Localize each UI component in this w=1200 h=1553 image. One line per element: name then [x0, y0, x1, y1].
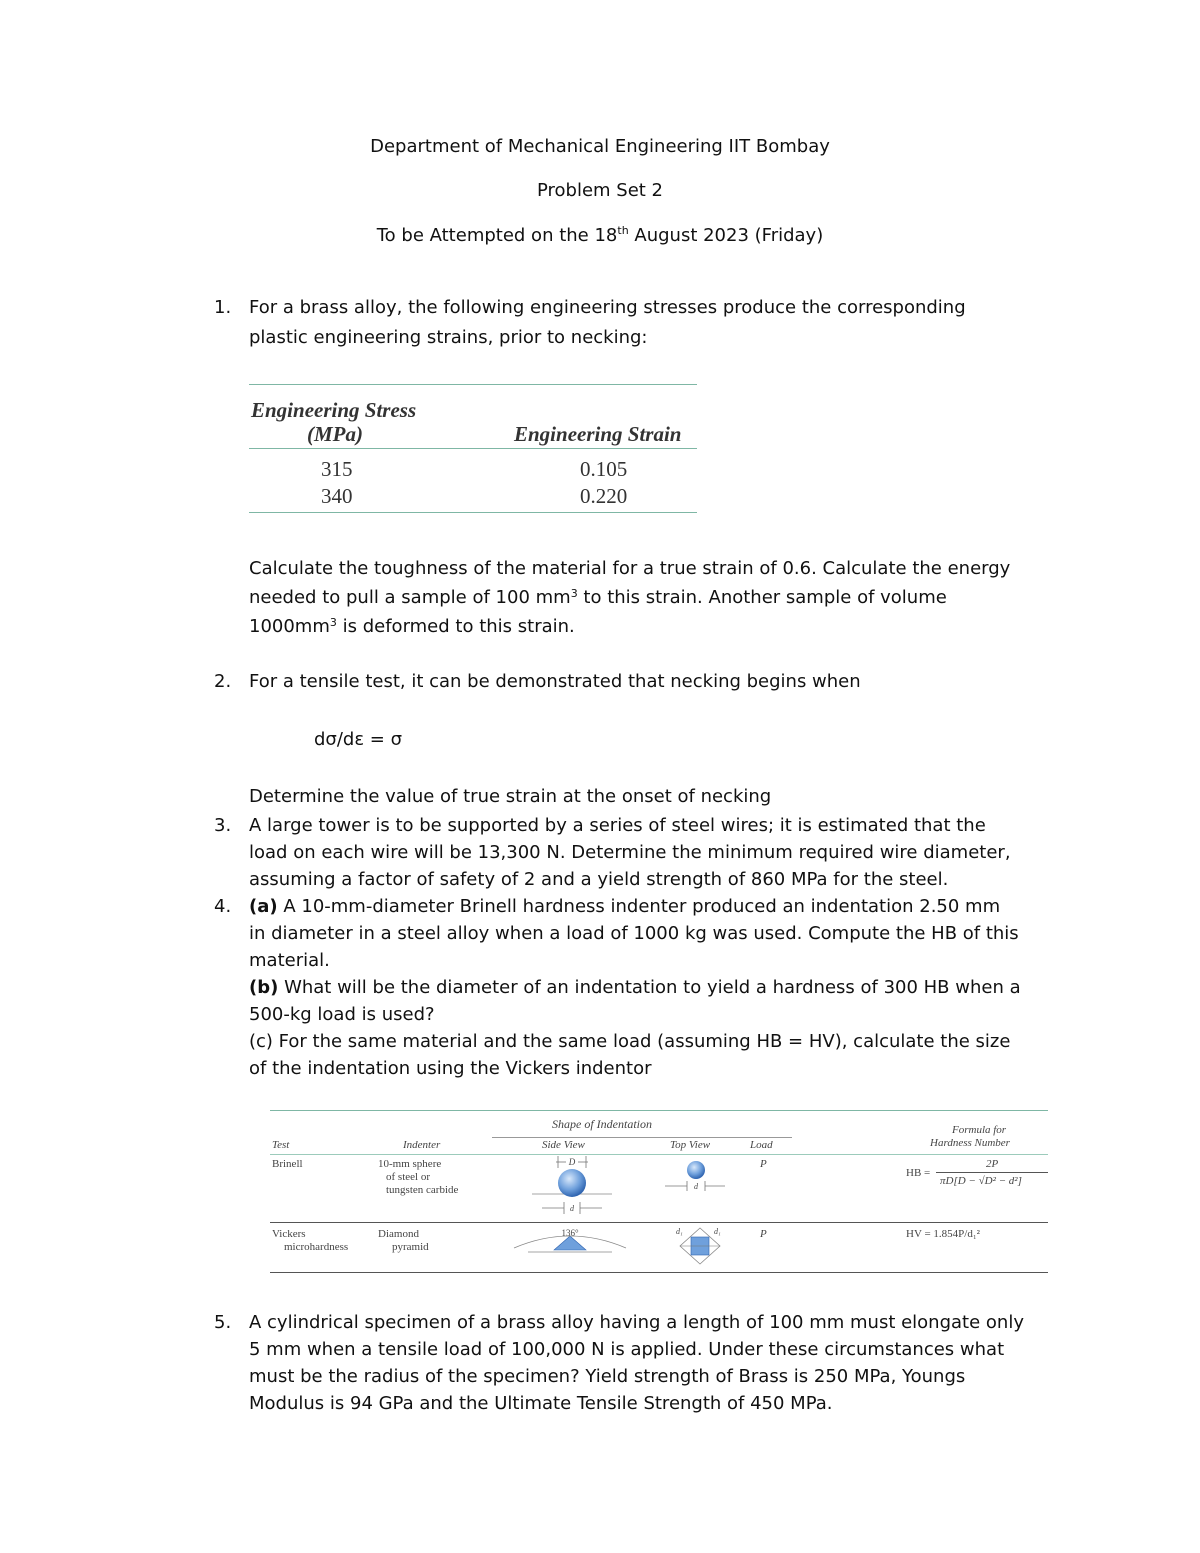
brinell-test: Brinell — [272, 1158, 303, 1170]
attempt-date: To be Attempted on the 18th August 2023 (Friday) — [376, 224, 824, 246]
q5-number: 5. — [214, 1312, 232, 1333]
header-top-view: Top View — [670, 1139, 711, 1151]
brinell-top-view-icon — [665, 1158, 725, 1194]
table-cell: 0.105 — [580, 457, 628, 481]
col-header-strain: Engineering Strain — [514, 422, 682, 446]
q1-number: 1. — [214, 297, 232, 318]
brinell-indenter: 10-mm sphere of steel or tungsten carbide — [378, 1158, 459, 1196]
q4-text: (a) A 10-mm-diameter Brinell hardness indenter produced an indentation 2.50 mm in diameter in a steel alloy when a load of 1000 kg was used. Compute the HB of this material. (b) What will be the diameter of an indentation to yield a hardness of 300 HB when a 500-kg load is used? (c) For the same material and the same load (assuming HB = HV), calculate the size of the indentation using the Vickers indentor — [249, 896, 1021, 1079]
hv-formula: HV = 1.854P/d₁² — [906, 1228, 980, 1240]
vickers-angle: 136° — [561, 1228, 579, 1238]
header-load: Load — [750, 1139, 773, 1151]
q2-number: 2. — [214, 671, 232, 692]
vickers-top-view-icon — [668, 1222, 732, 1266]
vickers-load: P — [760, 1228, 767, 1240]
q4-number: 4. — [214, 896, 232, 917]
brinell-d-label: d — [570, 1204, 574, 1213]
shape-header: Shape of Indentation — [552, 1117, 652, 1131]
col-header-stress-unit: (MPa) — [307, 422, 363, 446]
necking-equation: dσ/dε = σ — [314, 729, 402, 750]
q2-task: Determine the value of true strain at the onset of necking — [249, 786, 772, 807]
hb-formula-numerator: 2P — [986, 1158, 999, 1170]
header-side-view: Side View — [542, 1139, 585, 1151]
q1-intro: For a brass alloy, the following engineering stresses produce the corresponding plastic engineering strains, prior to necking: — [249, 297, 966, 348]
table-cell: 340 — [321, 484, 353, 508]
q3-number: 3. — [214, 815, 232, 836]
vickers-test: Vickers microhardness — [272, 1228, 349, 1253]
stress-strain-table — [249, 384, 697, 514]
vickers-d1-label: d₁ — [676, 1227, 683, 1236]
top-d-label: d — [694, 1182, 698, 1191]
header-test: Test — [272, 1139, 290, 1151]
formula-header: Formula for — [952, 1124, 1007, 1136]
q2-text: For a tensile test, it can be demonstrated that necking begins when — [249, 671, 861, 692]
brinell-side-view-icon — [532, 1156, 612, 1216]
brinell-load: P — [760, 1158, 767, 1170]
vickers-d1-label-2: d₁ — [714, 1227, 721, 1236]
q3-text: A large tower is to be supported by a series of steel wires; it is estimated that the load on each wire will be 13,300 N. Determine the minimum required wire diameter, assuming a factor of safety of 2 and a yield strength of 860 MPa for the steel. — [249, 815, 1011, 890]
q1-task: Calculate the toughness of the material for a true strain of 0.6. Calculate the energy needed to pull a sample of 100 $mm^3$ to this strain. Another sample of volume $1000mm^3$ is deformed to this strain. — [249, 558, 1011, 637]
header-indenter: Indenter — [403, 1139, 441, 1151]
department-title: Department of Mechanical Engineering IIT Bombay — [370, 136, 830, 157]
problem-set-title: Problem Set 2 — [536, 180, 664, 201]
table-cell: 0.220 — [580, 484, 628, 508]
table-cell: 315 — [321, 457, 353, 481]
vickers-indenter: Diamond pyramid — [378, 1228, 429, 1253]
formula-header-2: Hardness Number — [930, 1137, 1010, 1149]
brinell-D-label: D — [568, 1157, 576, 1167]
vickers-side-view-icon — [510, 1224, 630, 1260]
col-header-stress: Engineering Stress — [251, 398, 417, 422]
hb-formula-lhs: HB = — [906, 1167, 931, 1179]
hb-formula-denominator: πD[D − √D² − d²] — [940, 1175, 1022, 1187]
q5-text: A cylindrical specimen of a brass alloy having a length of 100 mm must elongate only 5 mm when a tensile load of 100,000 N is applied. Under these circumstances what must be the radius of the specimen? Yield strength of Brass is 250 MPa, Youngs Modulus is 94 GPa and the Ultimate Tensile Strength of 450 MPa. — [249, 1312, 1024, 1414]
hardness-test-table — [270, 1110, 1048, 1276]
